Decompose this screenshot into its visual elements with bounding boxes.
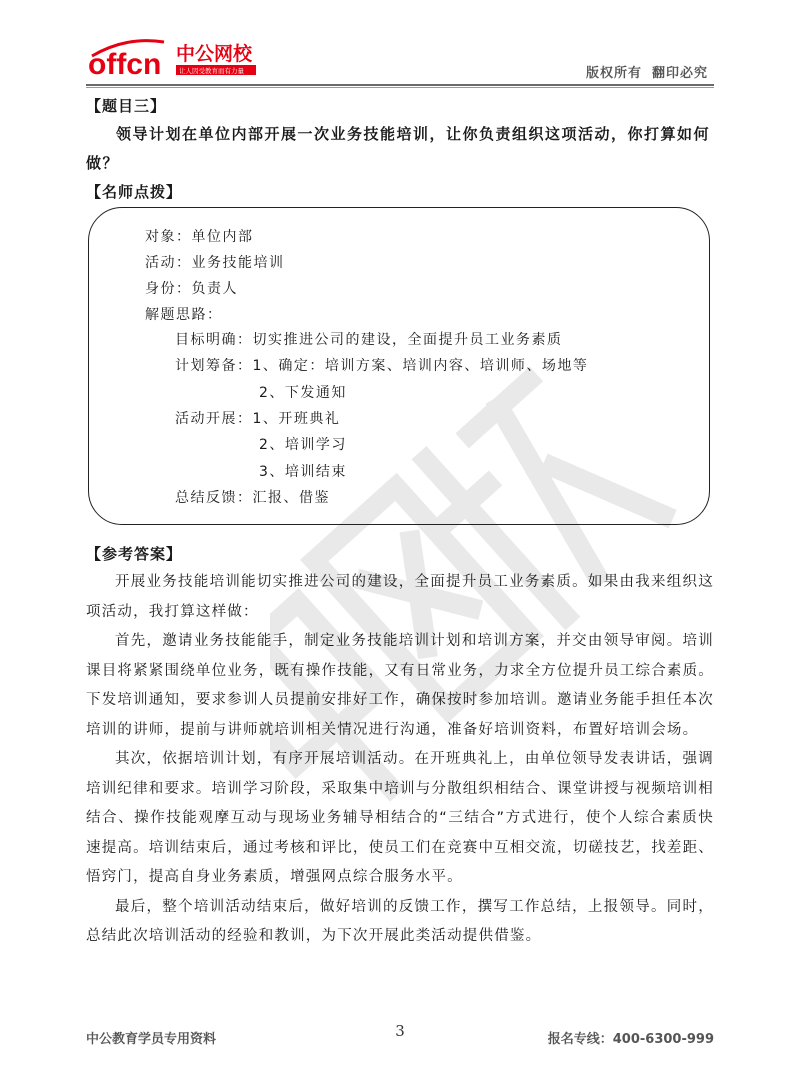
header-notice (586, 62, 708, 81)
page-header (86, 34, 714, 84)
tips-approach: 解题思路： (145, 307, 223, 323)
tips-box (88, 207, 710, 525)
tips-plan-1: 计划筹备：1、确定：培训方案、培训内容、培训师、场地等 (175, 358, 589, 374)
answer-paragraph: 最后，整个培训活动结束后，做好培训的反馈工作，撰写工作总结，上报领导。同时，总结此次培训活动的经验和教训，为下次开展此类活动提供借鉴。 (86, 898, 714, 944)
header-divider (86, 84, 714, 86)
page-number: 3 (395, 1022, 405, 1040)
page-footer (86, 1022, 714, 1046)
offcn-logo (86, 36, 276, 80)
piracy-text: 翻印必究 (651, 66, 708, 81)
tips-summary: 总结反馈：汇报、借鉴 (175, 490, 330, 506)
answer-paragraph: 首先，邀请业务技能能手，制定业务技能培训计划和培训方案，并交由领导审阅。培训课目将紧紧围绕单位业务，既有操作技能，又有日常业务，力求全方位提升员工综合素质。下发培训通知，要求参训人员提前安排好工作，确保按时参加培训。邀请业务能手担任本次培训的讲师，提前与讲师就培训相关情况进行沟通，准备好培训资料，布置好培训会场。 (86, 633, 714, 738)
answer-paragraph: 其次，依据培训计划，有序开展培训活动。在开班典礼上，由单位领导发表讲话，强调培训纪律和要求。培训学习阶段，采取集中培训与分散组织相结合、课堂讲授与视频培训相结合、操作技能观摩互动与现场业务辅导相结合的“三结合”方式进行，使个人综合素质快速提高。培训结束后，通过考核和评比，使员工们在竞赛中互相交流，切磋技艺，找差距、悟窍门，提高自身业务素质，增强网点综合服务水平。 (86, 751, 714, 885)
tips-run-3: 3、培训结束 (259, 464, 347, 480)
rights-text: 版权所有 (585, 66, 642, 81)
logo-slogan: 让人因受教育而有力量 (179, 67, 244, 75)
tips-run-2: 2、培训学习 (259, 437, 347, 453)
footer-label: 中公教育学员专用资料 (86, 1032, 217, 1047)
logo-latin: offcn (88, 48, 162, 80)
tips-object: 对象：单位内部 (145, 229, 254, 245)
header-divider-thin (86, 87, 714, 88)
answer-body (86, 568, 714, 952)
answer-heading: 【参考答案】 (86, 545, 183, 563)
tips-plan-2: 2、下发通知 (259, 385, 347, 401)
question-section (86, 92, 714, 206)
answer-paragraph: 开展业务技能培训能切实推进公司的建设，全面提升员工业务素质。如果由我来组织这项活动，我打算这样做： (86, 574, 714, 620)
tips-run-1: 活动开展：1、开班典礼 (175, 411, 341, 427)
tips-goal: 目标明确：切实推进公司的建设，全面提升员工业务素质 (175, 332, 563, 348)
tips-activity: 活动：业务技能培训 (145, 255, 285, 271)
question-text: 领导计划在单位内部开展一次业务技能培训，让你负责组织这项活动，你打算如何做？ (86, 125, 711, 172)
tips-heading: 【名师点拨】 (86, 183, 183, 201)
footer-hotline: 报名专线：400-6300-999 (547, 1032, 714, 1047)
logo-cn: 中公网校 (176, 43, 253, 65)
question-heading: 【题目三】 (86, 97, 167, 115)
tips-identity: 身份：负责人 (145, 281, 238, 297)
